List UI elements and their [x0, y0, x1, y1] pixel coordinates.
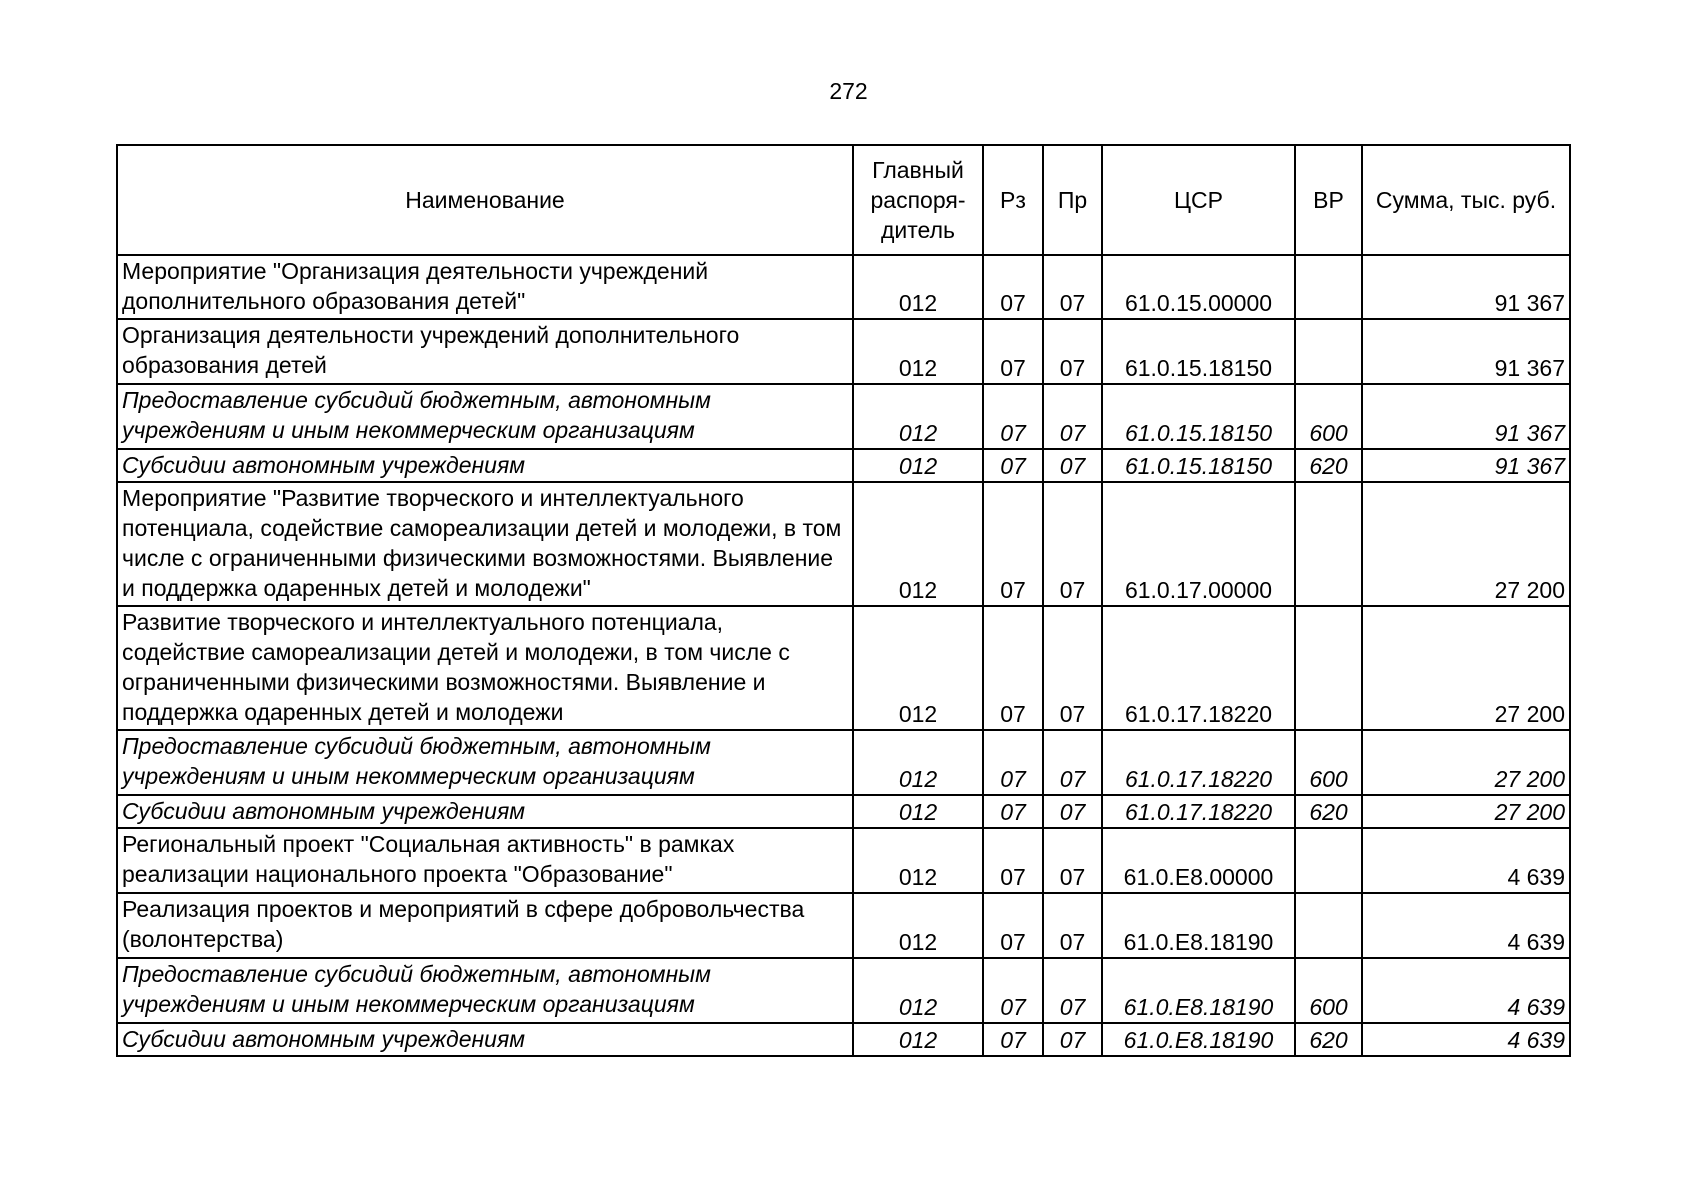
cell-pr: 07: [1043, 795, 1102, 828]
header-csr: ЦСР: [1102, 145, 1295, 255]
cell-manager: 012: [853, 606, 983, 730]
cell-csr: 61.0.E8.18190: [1102, 893, 1295, 958]
header-rz: Рз: [983, 145, 1043, 255]
cell-csr: 61.0.E8.18190: [1102, 958, 1295, 1023]
cell-rz: 07: [983, 482, 1043, 606]
cell-manager: 012: [853, 828, 983, 893]
cell-manager: 012: [853, 893, 983, 958]
cell-vr: 600: [1295, 384, 1362, 449]
cell-name: Предоставление субсидий бюджетным, автономным учреждениям и иным некоммерческим организациям: [117, 384, 853, 449]
cell-manager: 012: [853, 1023, 983, 1056]
cell-sum: 4 639: [1362, 893, 1570, 958]
cell-vr: [1295, 893, 1362, 958]
table-row: [117, 828, 1570, 893]
cell-csr: 61.0.15.00000: [1102, 255, 1295, 319]
table-row: [117, 730, 1570, 795]
cell-pr: 07: [1043, 730, 1102, 795]
cell-vr: 620: [1295, 449, 1362, 482]
header-sum: Сумма, тыс. руб.: [1362, 145, 1570, 255]
cell-pr: 07: [1043, 255, 1102, 319]
cell-manager: 012: [853, 795, 983, 828]
cell-sum: 91 367: [1362, 255, 1570, 319]
cell-name: Региональный проект "Социальная активность" в рамках реализации национального проекта "Образование": [117, 828, 853, 893]
cell-manager: 012: [853, 449, 983, 482]
cell-sum: 27 200: [1362, 795, 1570, 828]
cell-name: Субсидии автономным учреждениям: [117, 449, 853, 482]
cell-vr: [1295, 482, 1362, 606]
cell-vr: 600: [1295, 958, 1362, 1023]
cell-rz: 07: [983, 606, 1043, 730]
cell-pr: 07: [1043, 1023, 1102, 1056]
cell-manager: 012: [853, 384, 983, 449]
cell-pr: 07: [1043, 384, 1102, 449]
cell-csr: 61.0.15.18150: [1102, 319, 1295, 384]
cell-rz: 07: [983, 828, 1043, 893]
cell-csr: 61.0.15.18150: [1102, 384, 1295, 449]
cell-rz: 07: [983, 730, 1043, 795]
table-row: [117, 958, 1570, 1023]
cell-rz: 07: [983, 958, 1043, 1023]
cell-rz: 07: [983, 893, 1043, 958]
cell-manager: 012: [853, 319, 983, 384]
cell-vr: [1295, 319, 1362, 384]
table-row: [117, 606, 1570, 730]
cell-name: Реализация проектов и мероприятий в сфере добровольчества (волонтерства): [117, 893, 853, 958]
cell-name: Мероприятие "Организация деятельности учреждений дополнительного образования детей": [117, 255, 853, 319]
cell-pr: 07: [1043, 482, 1102, 606]
cell-csr: 61.0.17.00000: [1102, 482, 1295, 606]
cell-sum: 27 200: [1362, 482, 1570, 606]
cell-pr: 07: [1043, 958, 1102, 1023]
table-header-row: [117, 145, 1570, 255]
cell-rz: 07: [983, 255, 1043, 319]
cell-name: Мероприятие "Развитие творческого и интеллектуального потенциала, содействие самореализации детей и молодежи, в том числе с ограниченными физическими возможностями. Выявление и поддержка одаренных детей и молодежи": [117, 482, 853, 606]
cell-rz: 07: [983, 449, 1043, 482]
table-row: [117, 319, 1570, 384]
cell-name: Субсидии автономным учреждениям: [117, 1023, 853, 1056]
table-row: [117, 255, 1570, 319]
header-manager: Главный распоря- дитель: [853, 145, 983, 255]
cell-vr: [1295, 255, 1362, 319]
cell-pr: 07: [1043, 893, 1102, 958]
cell-csr: 61.0.15.18150: [1102, 449, 1295, 482]
header-name: Наименование: [117, 145, 853, 255]
cell-csr: 61.0.E8.18190: [1102, 1023, 1295, 1056]
cell-vr: [1295, 606, 1362, 730]
table-row: [117, 482, 1570, 606]
cell-pr: 07: [1043, 449, 1102, 482]
table-row: [117, 1023, 1570, 1056]
table-row: [117, 795, 1570, 828]
cell-manager: 012: [853, 730, 983, 795]
cell-manager: 012: [853, 482, 983, 606]
cell-rz: 07: [983, 1023, 1043, 1056]
cell-vr: [1295, 828, 1362, 893]
cell-csr: 61.0.17.18220: [1102, 730, 1295, 795]
cell-pr: 07: [1043, 319, 1102, 384]
cell-sum: 91 367: [1362, 449, 1570, 482]
cell-csr: 61.0.17.18220: [1102, 606, 1295, 730]
cell-csr: 61.0.17.18220: [1102, 795, 1295, 828]
budget-table: [116, 144, 1571, 1057]
header-pr: Пр: [1043, 145, 1102, 255]
cell-rz: 07: [983, 319, 1043, 384]
cell-vr: 620: [1295, 1023, 1362, 1056]
cell-sum: 91 367: [1362, 319, 1570, 384]
cell-manager: 012: [853, 255, 983, 319]
cell-name: Субсидии автономным учреждениям: [117, 795, 853, 828]
header-vr: ВР: [1295, 145, 1362, 255]
cell-rz: 07: [983, 384, 1043, 449]
cell-rz: 07: [983, 795, 1043, 828]
cell-pr: 07: [1043, 606, 1102, 730]
cell-vr: 620: [1295, 795, 1362, 828]
table-row: [117, 449, 1570, 482]
page-number: 272: [829, 78, 868, 104]
cell-sum: 4 639: [1362, 1023, 1570, 1056]
cell-manager: 012: [853, 958, 983, 1023]
cell-name: Предоставление субсидий бюджетным, автономным учреждениям и иным некоммерческим организациям: [117, 958, 853, 1023]
cell-name: Предоставление субсидий бюджетным, автономным учреждениям и иным некоммерческим организациям: [117, 730, 853, 795]
cell-sum: 27 200: [1362, 606, 1570, 730]
cell-csr: 61.0.E8.00000: [1102, 828, 1295, 893]
cell-sum: 4 639: [1362, 828, 1570, 893]
cell-pr: 07: [1043, 828, 1102, 893]
cell-sum: 27 200: [1362, 730, 1570, 795]
cell-name: Организация деятельности учреждений дополнительного образования детей: [117, 319, 853, 384]
cell-name: Развитие творческого и интеллектуального потенциала, содействие самореализации детей и молодежи, в том числе с ограниченными физическими возможностями. Выявление и поддержка одаренных детей и молодежи: [117, 606, 853, 730]
table-row: [117, 893, 1570, 958]
cell-sum: 91 367: [1362, 384, 1570, 449]
cell-sum: 4 639: [1362, 958, 1570, 1023]
cell-vr: 600: [1295, 730, 1362, 795]
table-row: [117, 384, 1570, 449]
